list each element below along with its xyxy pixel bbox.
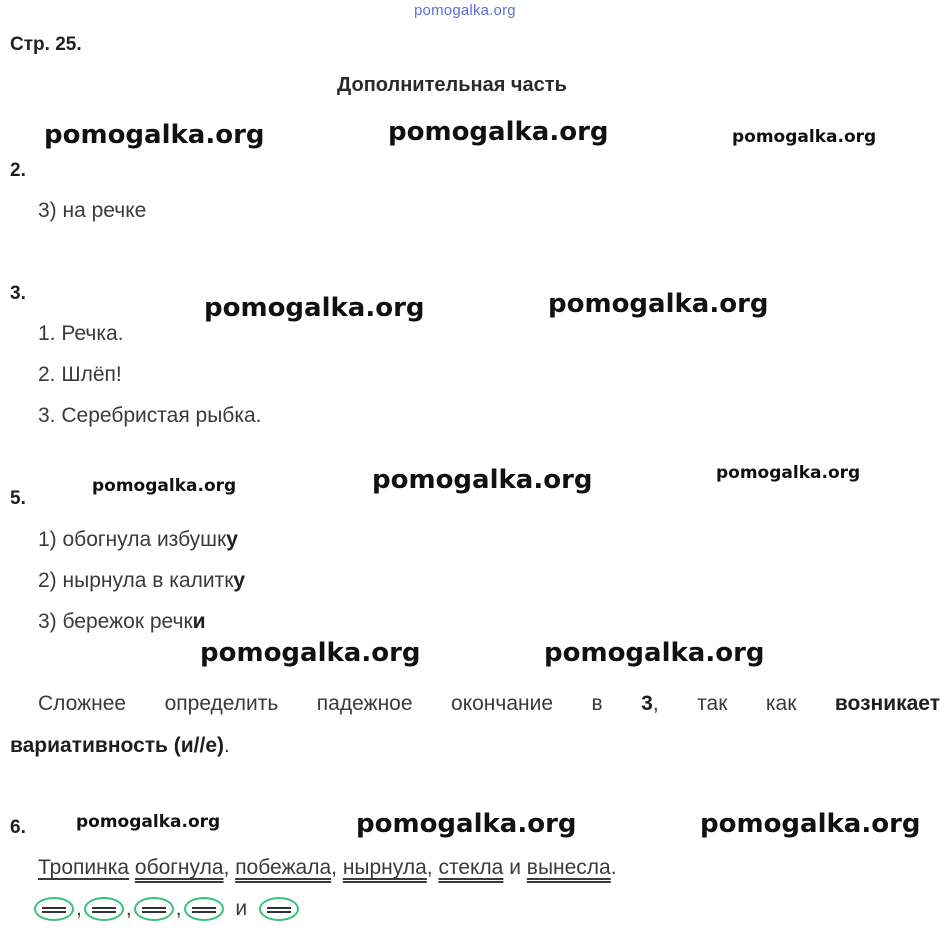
homogeneous-member-oval [134,897,174,921]
watermark: pomogalka.org [204,293,425,323]
task-2-answer: 3) на речке [38,199,147,222]
homogeneous-member-oval [184,897,224,921]
task-2-number: 2. [10,160,26,181]
task-3-item: 1. Речка. [38,322,124,345]
task-5-explanation-line1: Сложнее определить падежное окончание в 3, так как возникает [38,692,940,715]
predicate: нырнула [342,856,427,879]
watermark: pomogalka.org [356,809,577,839]
watermark: pomogalka.org [44,120,265,150]
sentence-scheme: , , , и [34,897,299,921]
task-6-sentence: Тропинка обогнула, побежала, нырнула, стекла и вынесла. [38,856,617,879]
predicate: побежала [235,856,332,879]
watermark: pomogalka.org [700,809,921,839]
section-title: Дополнительная часть [337,74,567,96]
top-watermark: pomogalka.org [414,2,516,19]
predicate: стекла [438,856,504,879]
predicate: обогнула [134,856,224,879]
task-3-item: 3. Серебристая рыбка. [38,404,262,427]
watermark: pomogalka.org [732,127,877,147]
watermark: pomogalka.org [200,638,421,668]
watermark: pomogalka.org [388,117,609,147]
page-number: Стр. 25. [10,34,82,55]
homogeneous-member-oval [84,897,124,921]
watermark: pomogalka.org [372,465,593,495]
watermark: pomogalka.org [716,463,861,483]
task-5-explanation-line2: вариативность (и//е). [10,734,230,757]
task-5-item: 3) бережок речки [38,610,206,633]
task-3-item: 2. Шлёп! [38,363,122,386]
task-3-number: 3. [10,283,26,304]
predicate: вынесла [526,856,611,879]
watermark: pomogalka.org [92,476,237,496]
task-5-item: 1) обогнула избушку [38,528,238,551]
watermark: pomogalka.org [76,812,221,832]
subject: Тропинка [38,856,130,879]
task-5-number: 5. [10,488,26,509]
task-5-item: 2) нырнула в калитку [38,569,246,592]
watermark: pomogalka.org [544,638,765,668]
task-6-number: 6. [10,817,26,838]
homogeneous-member-oval [34,897,74,921]
homogeneous-member-oval [259,897,299,921]
watermark: pomogalka.org [548,289,769,319]
